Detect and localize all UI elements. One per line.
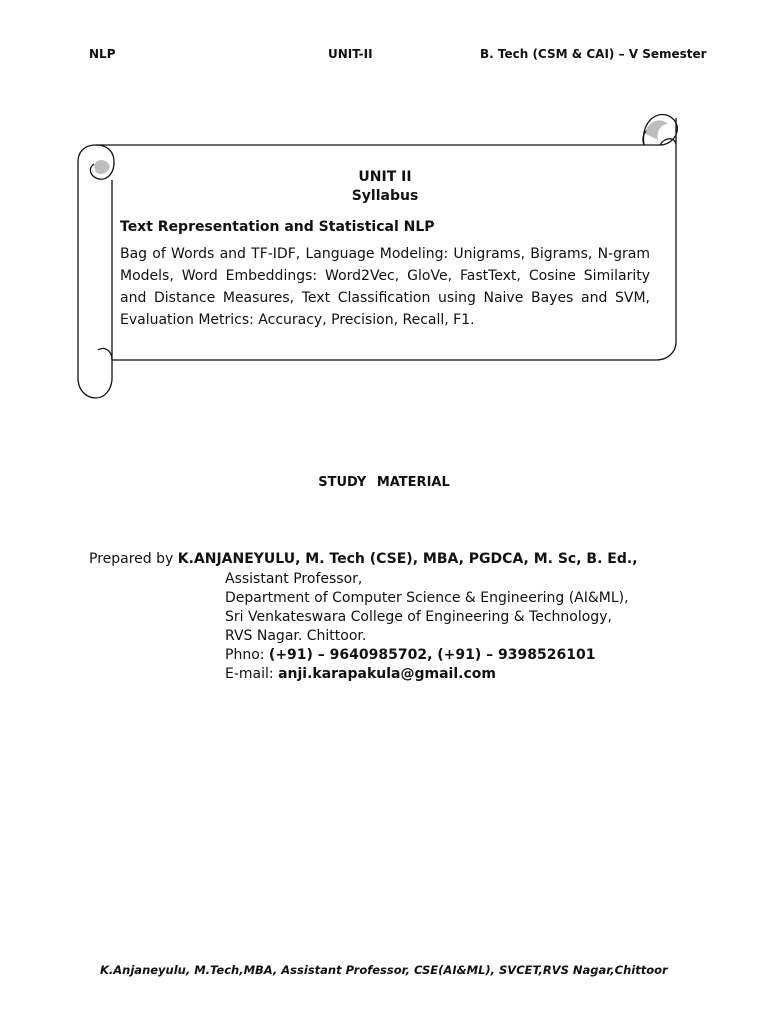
email-address: anji.karapakula@gmail.com <box>278 666 496 682</box>
syllabus-topic: Text Representation and Statistical NLP <box>120 219 435 235</box>
author-designation: Assistant Professor, <box>225 571 363 587</box>
header-course: B. Tech (CSM & CAI) – V Semester <box>480 47 707 61</box>
author-phone-line <box>225 646 629 665</box>
phone-numbers: (+91) – 9640985702, (+91) – 9398526101 <box>268 647 596 663</box>
phone-label: Phno: <box>225 647 269 663</box>
header-subject: NLP <box>89 47 116 61</box>
syllabus-box <box>120 168 650 331</box>
prepared-by-label: Prepared by <box>89 551 178 567</box>
study-material-heading: STUDY MATERIAL <box>318 475 450 490</box>
author-address: RVS Nagar. Chittoor. <box>225 628 367 644</box>
prepared-by-line <box>89 550 638 569</box>
author-college: Sri Venkateswara College of Engineering & Technology, <box>225 609 612 625</box>
syllabus-body: Bag of Words and TF-IDF, Language Modeling: Unigrams, Bigrams, N-gram Models, Word Embeddings: Word2Vec, GloVe, FastText, Cosine Similarity and Distance Measures, Text Classification using Naive Bayes and SVM, Evaluation Metrics: Accuracy, Precision, Recall, F1. <box>120 246 650 328</box>
header-unit: UNIT-II <box>328 47 373 61</box>
page-footer: K.Anjaneyulu, M.Tech,MBA, Assistant Professor, CSE(AI&ML), SVCET,RVS Nagar,Chittoor <box>100 963 668 977</box>
syllabus-unit-title: UNIT II <box>358 169 412 185</box>
author-department: Department of Computer Science & Engineering (AI&ML), <box>225 590 629 606</box>
author-details <box>225 570 629 684</box>
author-name: K.ANJANEYULU, M. Tech (CSE), MBA, PGDCA, M. Sc, B. Ed., <box>177 551 638 567</box>
email-label: E-mail: <box>225 666 279 682</box>
author-email-line <box>225 665 629 684</box>
syllabus-title: Syllabus <box>351 188 419 204</box>
